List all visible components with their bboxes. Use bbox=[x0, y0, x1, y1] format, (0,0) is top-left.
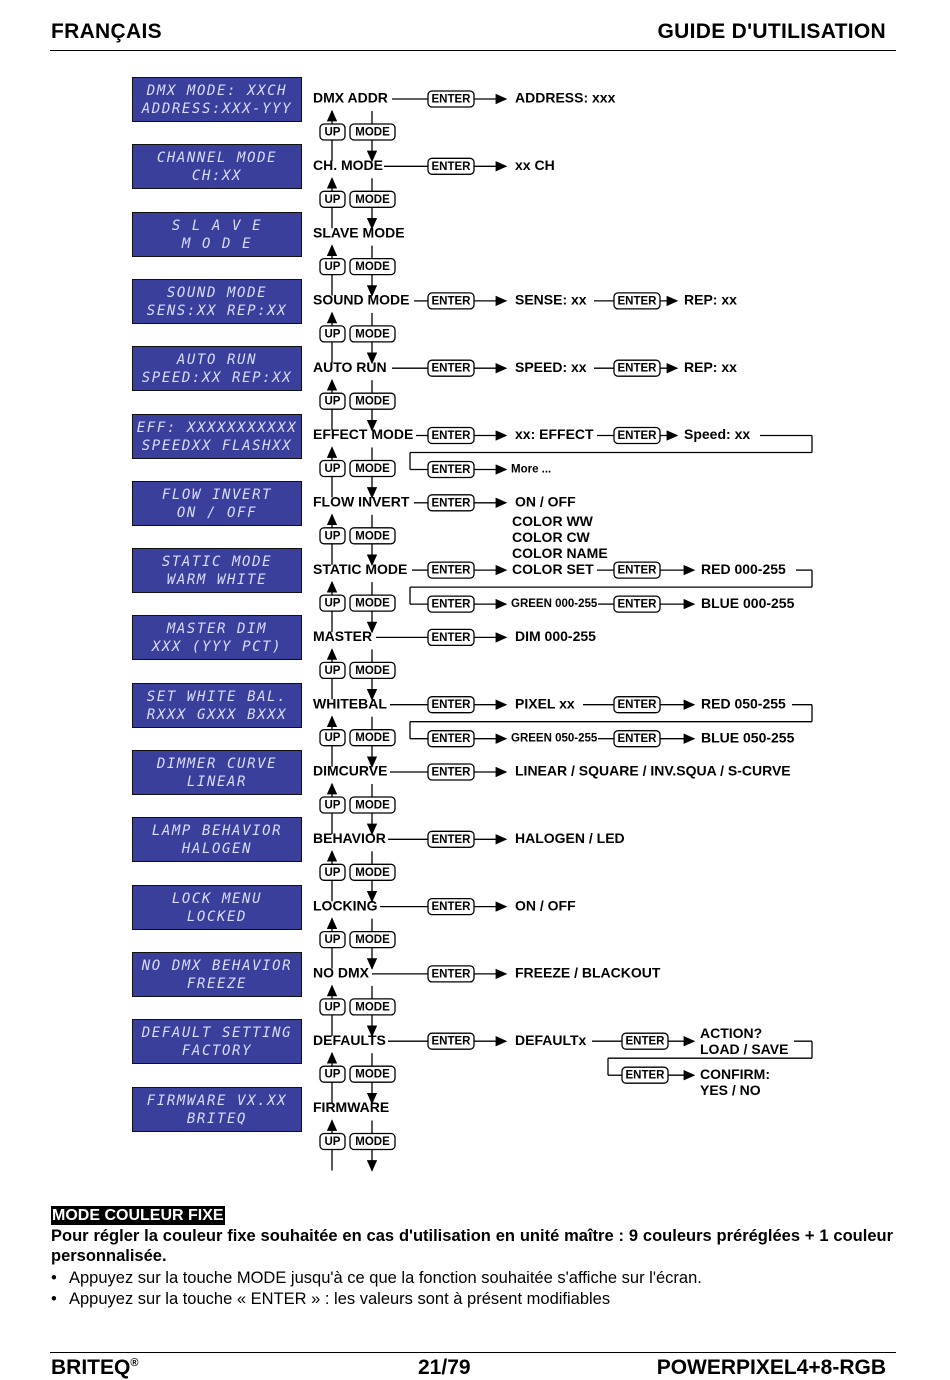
value-label: DIM 000-255 bbox=[515, 628, 596, 645]
lcd-line: STATIC MODE bbox=[161, 554, 273, 571]
value-label: COLOR CW bbox=[512, 528, 590, 545]
enter-button-label: ENTER bbox=[617, 295, 657, 308]
up-button-label: UP bbox=[324, 1136, 341, 1149]
enter-button-label: ENTER bbox=[431, 766, 471, 779]
lcd-line: S L A V E bbox=[171, 217, 263, 234]
menu-item-label: EFFECT MODE bbox=[313, 426, 414, 443]
value-label: RED 050-255 bbox=[701, 695, 786, 712]
value-label: GREEN 000-255 bbox=[511, 598, 598, 611]
value-label: CONFIRM: bbox=[700, 1065, 770, 1082]
up-button-label: UP bbox=[324, 1068, 341, 1081]
enter-button-label: ENTER bbox=[431, 733, 471, 746]
value-label: ACTION? bbox=[700, 1024, 763, 1041]
menu-item-label: NO DMX bbox=[313, 964, 369, 981]
lcd-line: SPEEDXX FLASHXX bbox=[141, 437, 293, 454]
section-title: MODE COULEUR FIXE bbox=[52, 1207, 224, 1224]
mode-button-label: MODE bbox=[355, 732, 390, 745]
lcd-line: FIRMWARE VX.XX bbox=[146, 1092, 288, 1109]
enter-button-label: ENTER bbox=[625, 1069, 665, 1082]
value-label: SENSE: xx bbox=[515, 291, 587, 308]
mode-button-label: MODE bbox=[355, 328, 390, 341]
mode-button-label: MODE bbox=[355, 597, 390, 610]
enter-button-label: ENTER bbox=[431, 464, 471, 477]
menu-item-label: FIRMWARE bbox=[313, 1099, 390, 1116]
menu-item-label: WHITEBAL bbox=[313, 695, 387, 712]
lcd-line: DMX MODE: XXCH bbox=[146, 83, 288, 99]
enter-button-label: ENTER bbox=[617, 430, 657, 443]
footer-rule bbox=[50, 1352, 896, 1353]
enter-button-label: ENTER bbox=[431, 564, 471, 577]
enter-button-label: ENTER bbox=[431, 362, 471, 375]
lcd-line: ADDRESS:XXX-YYY bbox=[141, 101, 293, 117]
value-label: BLUE 000-255 bbox=[701, 594, 795, 611]
lcd-line: SPEED:XX REP:XX bbox=[141, 370, 293, 387]
up-button-label: UP bbox=[324, 395, 341, 408]
lcd-line: AUTO RUN bbox=[176, 352, 258, 369]
value-label: LOAD / SAVE bbox=[700, 1040, 789, 1057]
value-label: DEFAULTx bbox=[515, 1031, 587, 1048]
mode-button-label: MODE bbox=[355, 799, 390, 812]
enter-button-label: ENTER bbox=[431, 833, 471, 846]
mode-button-label: MODE bbox=[355, 463, 390, 476]
enter-button-label: ENTER bbox=[431, 968, 471, 981]
menu-item-label: DMX ADDR bbox=[313, 89, 388, 106]
value-label: More ... bbox=[511, 463, 552, 476]
menu-item-label: DIMCURVE bbox=[313, 762, 388, 779]
lcd-line: WARM WHITE bbox=[166, 572, 268, 589]
up-button-label: UP bbox=[324, 463, 341, 476]
lcd-line: LAMP BEHAVIOR bbox=[151, 823, 283, 840]
up-button-label: UP bbox=[324, 261, 341, 274]
up-button-label: UP bbox=[324, 597, 341, 610]
lcd-line: MASTER DIM bbox=[166, 621, 268, 638]
lcd-line: XXX (YYY PCT) bbox=[151, 639, 283, 656]
section-intro: Pour régler la couleur fixe souhaitée en cas d'utilisation en unité maître : 9 couleurs préréglées + 1 couleur personnalisée. bbox=[51, 1227, 893, 1265]
enter-button-label: ENTER bbox=[431, 93, 471, 106]
mode-button-label: MODE bbox=[355, 664, 390, 677]
menu-item-label: SLAVE MODE bbox=[313, 224, 405, 241]
menu-item-label: SOUND MODE bbox=[313, 291, 410, 308]
lcd-line: HALOGEN bbox=[181, 841, 253, 858]
lcd-line: SENS:XX REP:XX bbox=[146, 302, 288, 319]
footer-brand: BRITEQ® bbox=[51, 1356, 139, 1379]
value-label: GREEN 050-255 bbox=[511, 732, 598, 745]
lcd-line: CHANNEL MODE bbox=[156, 150, 278, 167]
lcd-line: LOCKED bbox=[186, 908, 248, 925]
value-label: ON / OFF bbox=[515, 493, 576, 510]
value-label: COLOR SET bbox=[512, 560, 594, 577]
value-label: SPEED: xx bbox=[515, 358, 587, 375]
bullet-item: • Appuyez sur la touche MODE jusqu'à ce que la fonction souhaitée s'affiche sur l'écran. bbox=[51, 1269, 702, 1287]
up-button-label: UP bbox=[324, 934, 341, 947]
mode-button-label: MODE bbox=[355, 1068, 390, 1081]
mode-button-label: MODE bbox=[355, 1136, 390, 1149]
up-button-label: UP bbox=[324, 664, 341, 677]
value-label: ADDRESS: xxx bbox=[515, 89, 616, 106]
enter-button-label: ENTER bbox=[431, 295, 471, 308]
mode-button-label: MODE bbox=[355, 530, 390, 543]
value-label: HALOGEN / LED bbox=[515, 830, 625, 847]
mode-button-label: MODE bbox=[355, 866, 390, 879]
enter-button-label: ENTER bbox=[431, 497, 471, 510]
mode-button-label: MODE bbox=[355, 934, 390, 947]
footer-page: 21/79 bbox=[418, 1356, 471, 1379]
mode-button-label: MODE bbox=[355, 1001, 390, 1014]
menu-item-label: LOCKING bbox=[313, 897, 378, 914]
header-right: GUIDE D'UTILISATION bbox=[657, 20, 886, 43]
lcd-line: DEFAULT SETTING bbox=[141, 1025, 293, 1042]
mode-button-label: MODE bbox=[355, 395, 390, 408]
up-button-label: UP bbox=[324, 732, 341, 745]
lcd-line: RXXX GXXX BXXX bbox=[146, 706, 288, 723]
value-label: REP: xx bbox=[684, 291, 737, 308]
lcd-line: BRITEQ bbox=[186, 1110, 248, 1127]
up-button-label: UP bbox=[324, 328, 341, 341]
menu-item-label: CH. MODE bbox=[313, 157, 383, 174]
menu-item-label: FLOW INVERT bbox=[313, 493, 410, 510]
value-label: Speed: xx bbox=[684, 426, 751, 443]
value-label: xx: EFFECT bbox=[515, 426, 594, 443]
value-label: COLOR WW bbox=[512, 512, 593, 529]
enter-button-label: ENTER bbox=[431, 1035, 471, 1048]
lcd-line: DIMMER CURVE bbox=[156, 756, 278, 772]
header-left: FRANÇAIS bbox=[51, 20, 162, 43]
bullet-icon: • bbox=[51, 1290, 57, 1308]
menu-item-label: STATIC MODE bbox=[313, 560, 408, 577]
lcd-line: M O D E bbox=[181, 235, 253, 252]
lcd-line: NO DMX BEHAVIOR bbox=[141, 957, 293, 974]
value-label: ON / OFF bbox=[515, 897, 576, 914]
value-label: RED 000-255 bbox=[701, 560, 786, 577]
lcd-line: CH:XX bbox=[191, 168, 243, 185]
lcd-line: FACTORY bbox=[181, 1043, 253, 1060]
enter-button-label: ENTER bbox=[617, 362, 657, 375]
mode-button-label: MODE bbox=[355, 193, 390, 206]
value-label: REP: xx bbox=[684, 358, 737, 375]
lcd-line: LOCK MENU bbox=[171, 890, 263, 907]
enter-button-label: ENTER bbox=[431, 598, 471, 611]
enter-button-label: ENTER bbox=[617, 733, 657, 746]
value-label: LINEAR / SQUARE / INV.SQUA / S-CURVE bbox=[515, 762, 791, 779]
menu-item-label: DEFAULTS bbox=[313, 1031, 386, 1048]
value-label: COLOR NAME bbox=[512, 544, 608, 561]
lcd-line: ON / OFF bbox=[176, 504, 258, 521]
bullet-icon: • bbox=[51, 1269, 57, 1287]
up-button-label: UP bbox=[324, 530, 341, 543]
mode-button-label: MODE bbox=[355, 126, 390, 139]
enter-button-label: ENTER bbox=[617, 699, 657, 712]
lcd-line: EFF: XXXXXXXXXXX bbox=[136, 419, 298, 436]
enter-button-label: ENTER bbox=[431, 430, 471, 443]
bullet-item: • Appuyez sur la touche « ENTER » : les valeurs sont à présent modifiables bbox=[51, 1290, 611, 1308]
value-label: FREEZE / BLACKOUT bbox=[515, 964, 661, 981]
menu-item-label: BEHAVIOR bbox=[313, 830, 386, 847]
lcd-line: SOUND MODE bbox=[166, 284, 268, 301]
enter-button-label: ENTER bbox=[431, 901, 471, 914]
enter-button-label: ENTER bbox=[617, 598, 657, 611]
enter-button-label: ENTER bbox=[431, 699, 471, 712]
up-button-label: UP bbox=[324, 126, 341, 139]
lcd-line: FREEZE bbox=[186, 975, 248, 992]
mode-button-label: MODE bbox=[355, 261, 390, 274]
lcd-line: FLOW INVERT bbox=[161, 486, 273, 503]
footer-model: POWERPIXEL4+8-RGB bbox=[656, 1356, 886, 1379]
menu-item-label: MASTER bbox=[313, 628, 373, 645]
value-label: PIXEL xx bbox=[515, 695, 575, 712]
lcd-line: SET WHITE BAL. bbox=[146, 688, 288, 705]
up-button-label: UP bbox=[324, 1001, 341, 1014]
enter-button-label: ENTER bbox=[431, 160, 471, 173]
value-label: YES / NO bbox=[700, 1081, 761, 1098]
value-label: xx CH bbox=[515, 157, 555, 174]
enter-button-label: ENTER bbox=[431, 631, 471, 644]
up-button-label: UP bbox=[324, 193, 341, 206]
menu-item-label: AUTO RUN bbox=[313, 358, 387, 375]
enter-button-label: ENTER bbox=[617, 564, 657, 577]
up-button-label: UP bbox=[324, 799, 341, 812]
value-label: BLUE 050-255 bbox=[701, 729, 795, 746]
lcd-line: LINEAR bbox=[186, 774, 248, 790]
enter-button-label: ENTER bbox=[625, 1035, 665, 1048]
up-button-label: UP bbox=[324, 866, 341, 879]
